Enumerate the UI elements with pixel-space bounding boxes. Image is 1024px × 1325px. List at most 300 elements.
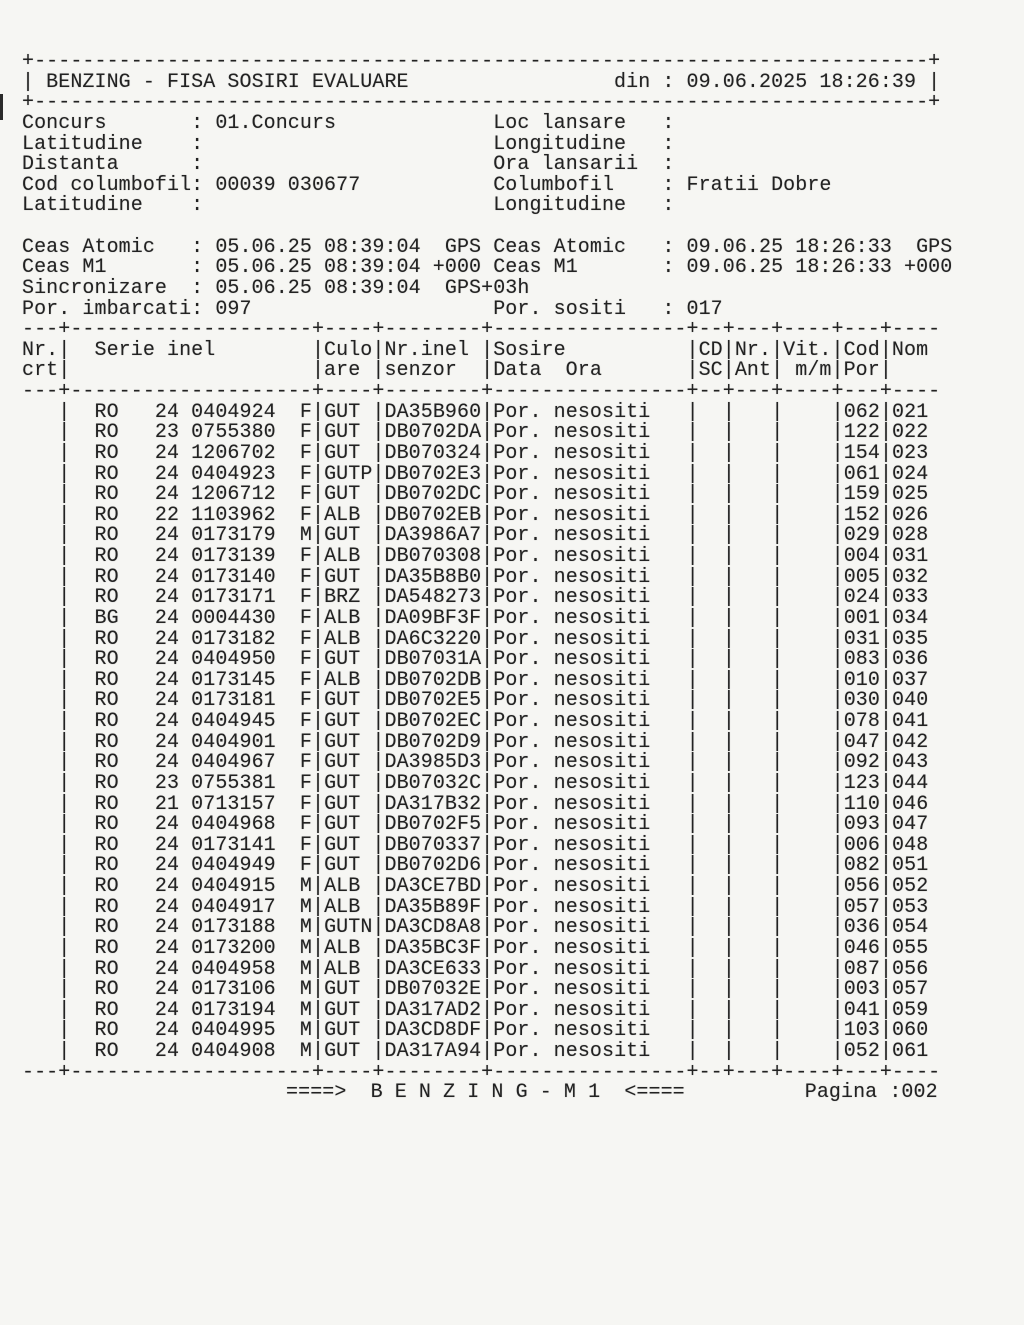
col-divider: |: [722, 524, 735, 548]
cell-nr-crt: [22, 710, 58, 733]
col-divider: |: [722, 586, 735, 610]
cell-ring-number: 0404958: [179, 957, 276, 981]
cell-country: RO: [70, 586, 119, 610]
key-value-row: [22, 235, 953, 259]
col-divider: |: [831, 400, 844, 424]
cell-vit: [783, 978, 831, 1001]
cell-nom: 036: [892, 648, 941, 672]
benzing-m1-banner: ====> B E N Z I N G - M 1 <====: [286, 1081, 685, 1105]
cell-arrival: Por. nesositi: [493, 648, 687, 672]
col-divider: |: [771, 545, 784, 568]
col-divider: |: [312, 441, 325, 465]
col-divider: |: [58, 1040, 71, 1063]
cell-year: 24: [118, 875, 180, 898]
col-divider: |: [58, 792, 71, 816]
col-divider: |: [372, 503, 385, 527]
col-divider: |: [771, 483, 784, 507]
cell-cd-sc: [699, 854, 723, 877]
cell-nr-ant: [735, 1019, 771, 1042]
col-divider: |: [58, 998, 71, 1022]
col-divider: |: [686, 854, 699, 878]
cell-sensor: DB0702DB: [384, 668, 482, 692]
cell-country: RO: [70, 854, 119, 878]
box-border-right: |: [928, 70, 941, 94]
col-divider: |: [686, 627, 699, 651]
col-divider: |: [686, 545, 699, 568]
col-divider: |: [372, 606, 385, 630]
cell-country: RO: [70, 792, 119, 816]
cell-cod-por: 103: [843, 1019, 880, 1043]
col-divider: |: [686, 441, 699, 465]
cell-sensor: DA317B32: [384, 792, 482, 816]
col-divider: |: [481, 957, 494, 981]
cell-ring-number: 0404917: [179, 895, 276, 919]
col-divider: |: [831, 936, 844, 960]
cell-ring-number: 0173200: [179, 936, 276, 960]
col-divider: |: [831, 998, 844, 1022]
cell-ring-number: 0173181: [179, 689, 276, 713]
cell-arrival: Por. nesositi: [493, 916, 687, 940]
col-divider: |: [372, 833, 385, 857]
cell-sex: F: [275, 792, 312, 816]
table-row: [22, 650, 952, 671]
table-row: [22, 423, 952, 444]
cell-cod-por: 010: [843, 668, 880, 692]
box-border-left: |: [22, 70, 47, 94]
cell-arrival: Por. nesositi: [493, 936, 687, 960]
cell-year: 24: [118, 462, 180, 486]
cell-nr-crt: [22, 421, 58, 444]
col-divider: |: [372, 524, 385, 548]
cell-nom: 028: [892, 524, 941, 548]
cell-color: GUT: [324, 998, 373, 1022]
cell-arrival: Por. nesositi: [493, 957, 687, 981]
cell-year: 24: [118, 627, 180, 651]
col-divider: |: [312, 1040, 325, 1063]
table-row: [22, 441, 952, 465]
col-divider: |: [879, 586, 893, 610]
cell-ring-number: 0173194: [179, 998, 276, 1022]
table-body: [22, 400, 952, 1063]
cell-arrival: Por. nesositi: [493, 668, 687, 692]
cell-sex: F: [275, 751, 312, 775]
cell-year: 24: [118, 606, 180, 630]
cell-nom: 057: [892, 978, 941, 1002]
col-divider: |: [831, 771, 844, 795]
col-divider: |: [722, 648, 735, 672]
cell-country: BG: [70, 606, 119, 630]
col-divider: |: [771, 462, 784, 486]
cell-nr-ant: [735, 483, 771, 506]
cell-country: RO: [70, 524, 119, 548]
col-divider: |: [831, 668, 844, 692]
col-divider: |: [831, 689, 844, 713]
cell-cod-por: 001: [843, 606, 880, 630]
col-divider: |: [831, 524, 844, 548]
col-divider: |: [722, 730, 735, 754]
col-divider: |: [686, 586, 699, 610]
col-divider: |: [481, 524, 494, 548]
col-divider: |: [686, 875, 699, 898]
cell-sex: F: [275, 606, 312, 630]
col-divider: |: [879, 627, 893, 651]
cell-year: 24: [118, 586, 180, 610]
col-divider: |: [879, 751, 893, 775]
cell-arrival: Por. nesositi: [493, 998, 687, 1022]
cell-vit: [783, 648, 831, 671]
cell-nr-ant: [735, 421, 771, 444]
col-divider: |: [58, 936, 71, 960]
col-divider: |: [771, 400, 784, 424]
cell-sensor: DB0702E3: [384, 462, 482, 486]
col-divider: |: [722, 545, 735, 568]
col-divider: |: [722, 421, 735, 445]
cell-country: RO: [70, 936, 119, 960]
table-header-line-2: crt| |are |senzor |Data Ora |SC|Ant| m/m|Por|: [22, 359, 892, 383]
cell-nom: 024: [892, 462, 941, 486]
col-divider: |: [312, 916, 325, 940]
col-divider: |: [481, 751, 494, 775]
cell-sensor: DB07031A: [384, 648, 482, 672]
cell-nr-ant: [735, 916, 771, 939]
cell-nr-ant: [735, 442, 771, 465]
col-divider: |: [312, 833, 325, 857]
cell-cod-por: 052: [843, 1040, 880, 1063]
cell-vit: [783, 1040, 831, 1063]
cell-cod-por: 078: [843, 710, 880, 733]
col-divider: |: [312, 710, 325, 733]
cell-sensor: DA35B8B0: [384, 565, 482, 589]
cell-arrival: Por. nesositi: [493, 813, 687, 837]
cell-arrival: Por. nesositi: [493, 792, 687, 816]
cell-ring-number: 0404915: [179, 875, 276, 898]
col-divider: |: [686, 400, 699, 424]
cell-year: 24: [118, 648, 180, 672]
cell-year: 24: [118, 916, 180, 940]
cell-year: 24: [118, 730, 180, 754]
cell-country: RO: [70, 916, 119, 940]
cell-country: RO: [70, 957, 119, 981]
cell-sensor: DA3CD8A8: [384, 916, 482, 940]
cell-color: GUT: [324, 751, 373, 775]
col-divider: |: [372, 586, 385, 610]
col-divider: |: [686, 1040, 699, 1063]
cell-nr-ant: [735, 607, 771, 630]
cell-cod-por: 024: [843, 586, 880, 610]
col-divider: |: [58, 565, 71, 589]
cell-nr-crt: [22, 524, 58, 547]
cell-sensor: DA548273: [384, 586, 482, 610]
cell-sensor: DB070308: [384, 545, 482, 568]
col-divider: |: [372, 957, 385, 981]
cell-sensor: DB0702D6: [384, 854, 482, 878]
col-divider: |: [481, 545, 494, 568]
table-row: [22, 936, 952, 960]
col-divider: |: [312, 854, 325, 878]
col-divider: |: [312, 483, 325, 507]
table-separator-header: ---+--------------------+----+--------+----------------+--+---+----+---+----: [22, 380, 941, 403]
cell-vit: [783, 854, 831, 877]
label-right: Columbofil :: [493, 173, 687, 197]
cell-nom: 044: [892, 771, 941, 795]
col-divider: |: [879, 1040, 893, 1063]
cell-vit: [783, 751, 831, 774]
cell-nom: 052: [892, 875, 941, 898]
value-left: 05.06.25 08:39:04 +000: [215, 256, 494, 280]
cell-arrival: Por. nesositi: [493, 483, 687, 507]
col-divider: |: [481, 627, 494, 651]
col-divider: |: [372, 1040, 385, 1063]
cell-country: RO: [70, 730, 119, 754]
cell-cd-sc: [699, 916, 723, 939]
cell-year: 24: [118, 1019, 180, 1043]
col-divider: |: [372, 648, 385, 672]
value-right: 017: [686, 297, 723, 321]
col-divider: |: [771, 978, 784, 1002]
col-divider: |: [686, 524, 699, 548]
cell-sensor: DB0702DA: [384, 421, 482, 445]
col-divider: |: [312, 751, 325, 775]
cell-nr-crt: [22, 1040, 58, 1063]
cell-nr-crt: [22, 875, 58, 898]
label-right: Por. sositi :: [493, 297, 687, 321]
cell-sensor: DB07032C: [384, 771, 482, 795]
col-divider: |: [481, 854, 494, 878]
label-left: Latitudine :: [22, 194, 216, 218]
col-divider: |: [771, 606, 784, 630]
col-divider: |: [771, 895, 784, 919]
col-divider: |: [722, 957, 735, 981]
cell-sex: F: [275, 503, 312, 527]
col-divider: |: [771, 792, 784, 816]
cell-nr-crt: [22, 442, 58, 465]
cell-cod-por: 056: [843, 875, 880, 898]
col-divider: |: [58, 710, 71, 733]
cell-year: 24: [118, 689, 180, 713]
cell-ring-number: 0404924: [179, 400, 276, 424]
cell-year: 24: [118, 833, 180, 857]
col-divider: |: [58, 400, 71, 424]
cell-sensor: DA317AD2: [384, 998, 482, 1022]
cell-ring-number: 0404945: [179, 710, 276, 733]
col-divider: |: [58, 524, 71, 548]
cell-color: GUT: [324, 854, 373, 878]
col-divider: |: [831, 792, 844, 816]
col-divider: |: [481, 586, 494, 610]
cell-country: RO: [70, 813, 119, 837]
col-divider: |: [771, 813, 784, 837]
col-divider: |: [312, 586, 325, 610]
cell-sensor: DA3986A7: [384, 524, 482, 548]
col-divider: |: [771, 771, 784, 795]
col-divider: |: [481, 441, 494, 465]
col-divider: |: [58, 545, 71, 568]
col-divider: |: [312, 792, 325, 816]
col-divider: |: [481, 503, 494, 527]
cell-nom: 025: [892, 483, 941, 507]
cell-ring-number: 0755381: [179, 771, 276, 795]
col-divider: |: [686, 998, 699, 1022]
cell-color: ALB: [324, 503, 373, 527]
cell-ring-number: 0173171: [179, 586, 276, 610]
cell-color: GUT: [324, 648, 373, 672]
cell-sensor: DA317A94: [384, 1040, 482, 1063]
cell-nr-crt: [22, 937, 58, 960]
label-left: Cod columbofil:: [22, 173, 216, 197]
cell-sensor: DB0702EC: [384, 710, 482, 733]
col-divider: |: [372, 751, 385, 775]
clock-sync-section: [22, 235, 953, 321]
value-left: 05.06.25 08:39:04 GPS+03h: [215, 276, 530, 300]
cell-cod-por: 159: [843, 483, 880, 507]
cell-arrival: Por. nesositi: [493, 441, 687, 465]
cell-cd-sc: [699, 875, 723, 898]
col-divider: |: [771, 751, 784, 775]
col-divider: |: [312, 978, 325, 1002]
col-divider: |: [481, 421, 494, 445]
col-divider: |: [58, 483, 71, 507]
col-divider: |: [481, 710, 494, 733]
cell-vit: [783, 813, 831, 836]
label-right: Longitudine :: [493, 194, 687, 218]
header-box-border-bottom: +--------------------------------------------------------------------------+: [22, 91, 941, 115]
col-divider: |: [58, 689, 71, 713]
col-divider: |: [481, 998, 494, 1022]
table-row: [22, 485, 952, 506]
col-divider: |: [771, 833, 784, 857]
cell-year: 24: [118, 441, 180, 465]
cell-sex: F: [275, 627, 312, 651]
cell-cd-sc: [699, 421, 723, 444]
cell-ring-number: 0755380: [179, 421, 276, 445]
cell-country: RO: [70, 998, 119, 1022]
cell-nom: 034: [892, 606, 941, 630]
col-divider: |: [312, 400, 325, 424]
col-divider: |: [879, 813, 893, 837]
cell-nr-crt: [22, 648, 58, 671]
label-left: Sincronizare :: [22, 276, 216, 300]
col-divider: |: [831, 854, 844, 878]
col-divider: |: [686, 813, 699, 837]
col-divider: |: [831, 916, 844, 940]
cell-nr-ant: [735, 813, 771, 836]
cell-sex: F: [275, 545, 312, 568]
cell-cd-sc: [699, 937, 723, 960]
cell-country: RO: [70, 400, 119, 424]
col-divider: |: [722, 627, 735, 651]
col-divider: |: [831, 957, 844, 981]
cell-nr-ant: [735, 751, 771, 774]
col-divider: |: [312, 627, 325, 651]
col-divider: |: [372, 689, 385, 713]
cell-nr-crt: [22, 916, 58, 939]
cell-sex: F: [275, 648, 312, 672]
col-divider: |: [372, 421, 385, 445]
cell-nom: 040: [892, 689, 941, 713]
cell-country: RO: [70, 875, 119, 898]
cell-cod-por: 005: [843, 565, 880, 589]
cell-nr-crt: [22, 483, 58, 506]
cell-country: RO: [70, 689, 119, 713]
col-divider: |: [686, 751, 699, 775]
cell-nr-crt: [22, 751, 58, 774]
cell-color: GUT: [324, 771, 373, 795]
cell-sex: M: [275, 895, 312, 919]
cell-year: 24: [118, 545, 180, 568]
col-divider: |: [771, 854, 784, 878]
cell-year: 22: [118, 503, 180, 527]
cell-arrival: Por. nesositi: [493, 751, 687, 775]
key-value-row: [22, 196, 952, 217]
table-row: [22, 1021, 952, 1042]
cell-sensor: DB0702F5: [384, 813, 482, 837]
cell-sensor: DB0702E5: [384, 689, 482, 713]
col-divider: |: [831, 895, 844, 919]
table-row: [22, 918, 952, 939]
col-divider: |: [686, 833, 699, 857]
cell-sex: M: [275, 875, 312, 898]
cell-color: GUTN: [324, 916, 373, 940]
value-left: [215, 153, 493, 176]
col-divider: |: [58, 421, 71, 445]
col-divider: |: [722, 813, 735, 837]
col-divider: |: [58, 957, 71, 981]
cell-vit: [783, 607, 831, 630]
col-divider: |: [831, 462, 844, 486]
col-divider: |: [722, 936, 735, 960]
col-divider: |: [831, 875, 844, 898]
col-divider: |: [879, 916, 893, 940]
cell-color: GUT: [324, 730, 373, 754]
col-divider: |: [372, 813, 385, 837]
cell-color: GUT: [324, 710, 373, 733]
col-divider: |: [481, 875, 494, 898]
col-divider: |: [58, 586, 71, 610]
cell-vit: [783, 442, 831, 465]
col-divider: |: [722, 462, 735, 486]
col-divider: |: [58, 1019, 71, 1043]
cell-ring-number: 0404995: [179, 1019, 276, 1043]
cell-ring-number: 1206712: [179, 483, 276, 507]
col-divider: |: [831, 441, 844, 465]
col-divider: |: [481, 833, 494, 857]
cell-vit: [783, 421, 831, 444]
col-divider: |: [879, 710, 893, 733]
cell-sex: F: [275, 710, 312, 733]
value-left: 05.06.25 08:39:04 GPS: [215, 235, 494, 259]
cell-vit: [783, 689, 831, 712]
col-divider: |: [771, 648, 784, 672]
cell-vit: [783, 916, 831, 939]
cell-country: RO: [70, 1019, 119, 1043]
cell-sensor: DA3CD8DF: [384, 1019, 482, 1043]
cell-vit: [783, 586, 831, 609]
col-divider: |: [686, 421, 699, 445]
header-box-border-top: +--------------------------------------------------------------------------+: [22, 50, 941, 73]
col-divider: |: [312, 524, 325, 548]
cell-ring-number: 0173106: [179, 978, 276, 1002]
col-divider: |: [312, 689, 325, 713]
col-divider: |: [372, 771, 385, 795]
table-row: [22, 606, 952, 630]
cell-nr-ant: [735, 524, 771, 547]
cell-cod-por: 082: [843, 854, 880, 878]
cell-year: 24: [118, 565, 180, 589]
cell-cod-por: 041: [843, 998, 880, 1022]
cell-sensor: DA35BC3F: [384, 936, 482, 960]
cell-country: RO: [70, 503, 119, 527]
col-divider: |: [372, 668, 385, 692]
